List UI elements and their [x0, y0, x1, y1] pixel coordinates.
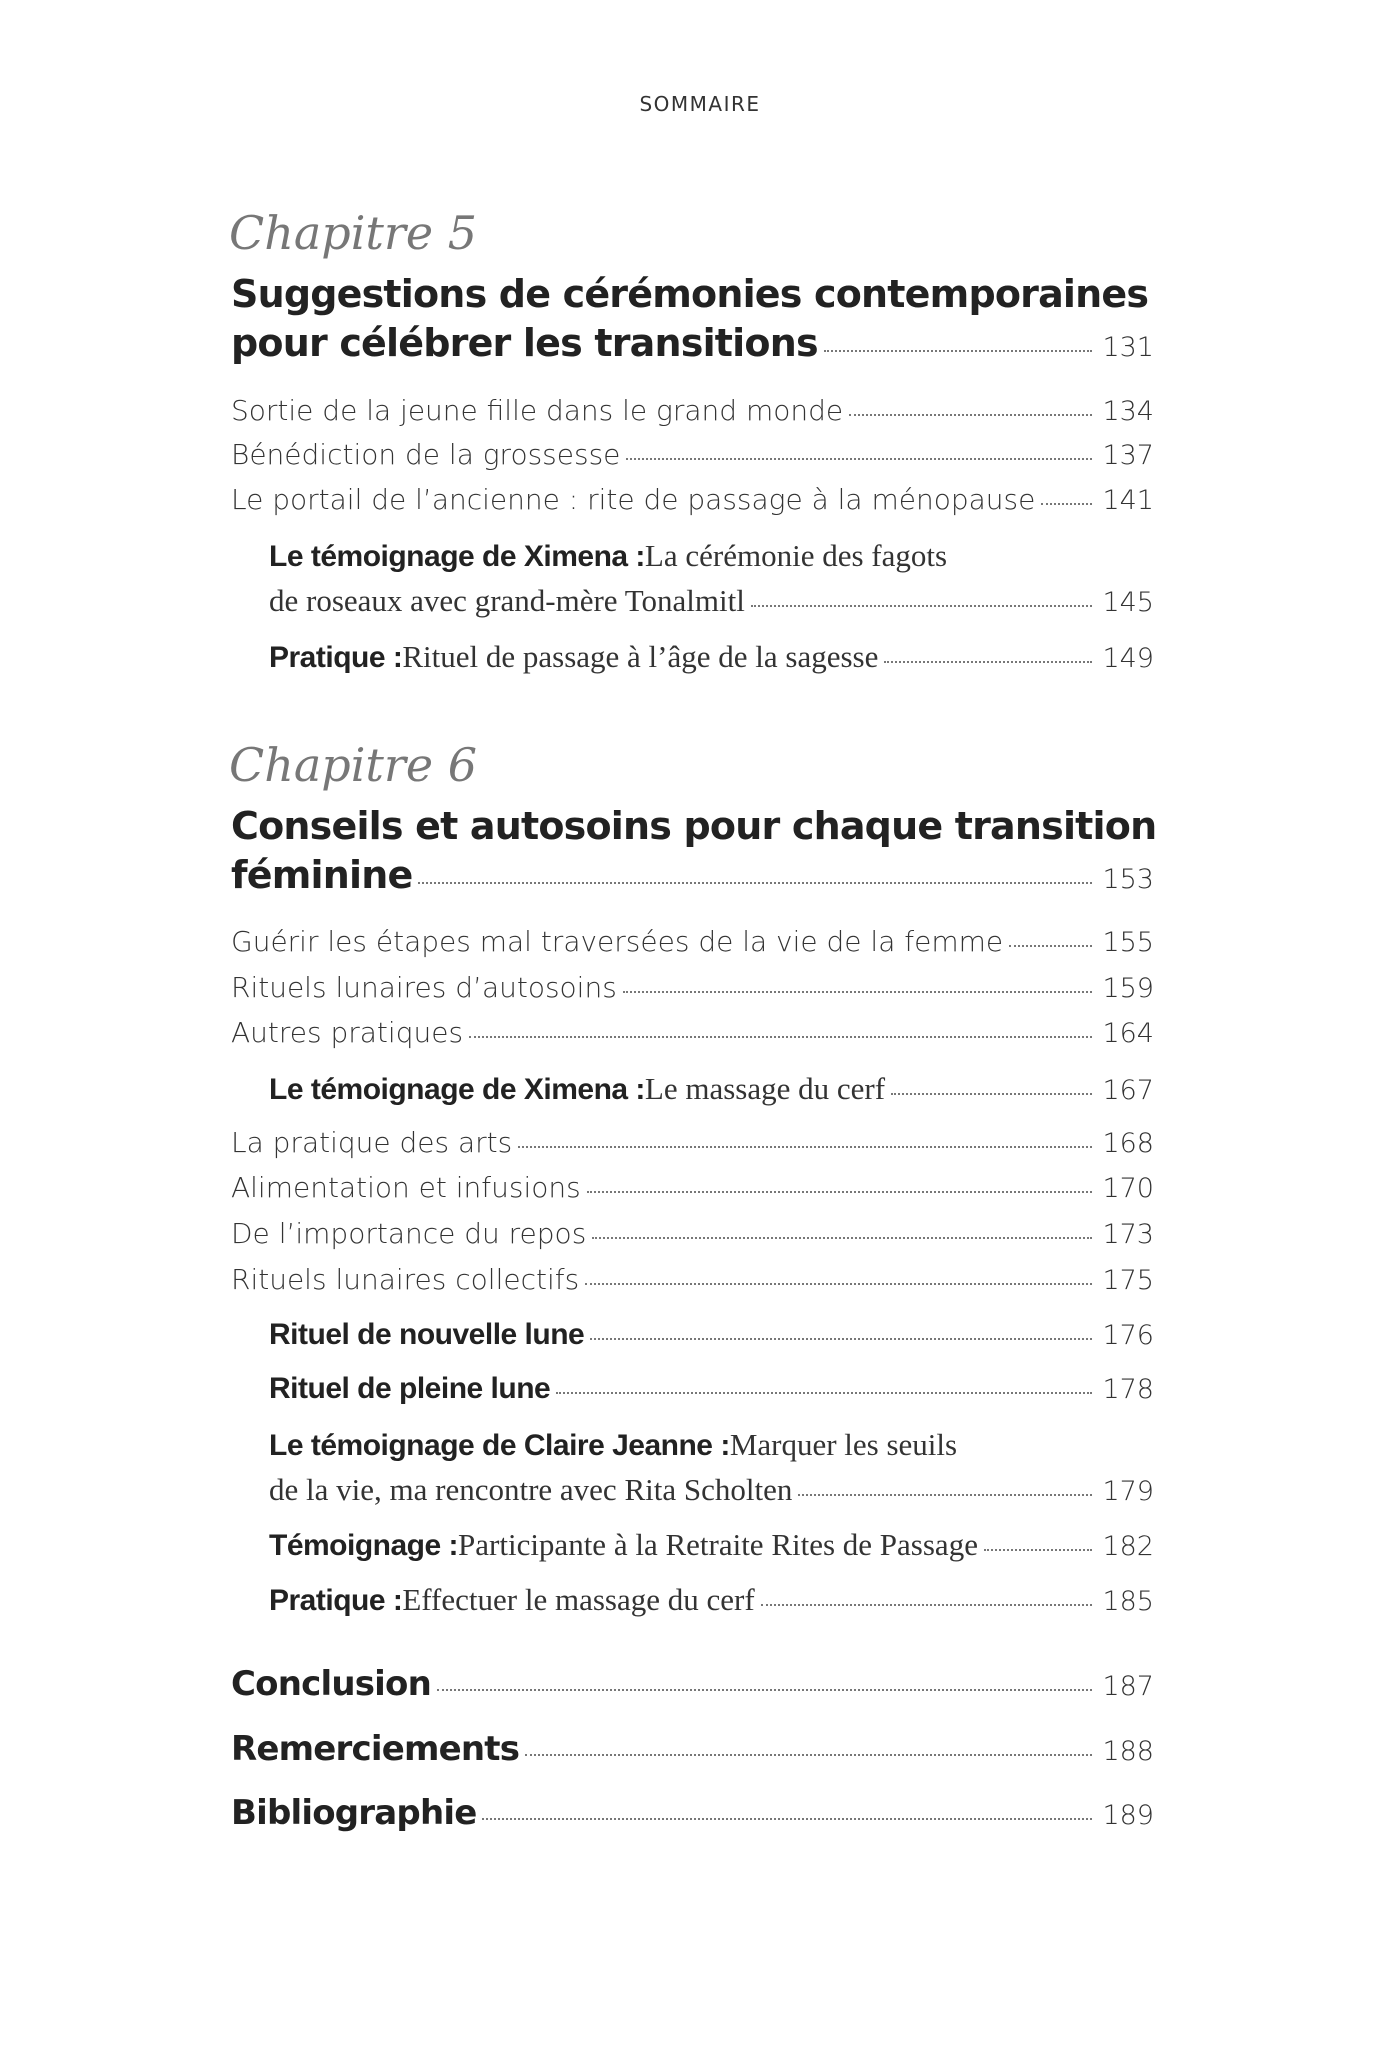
entry-title-continued: de la vie, ma rencontre avec Rita Scholten — [269, 1472, 793, 1507]
page-number: 187 — [1102, 1671, 1154, 1702]
entry-title: Alimentation et infusions — [231, 1171, 581, 1204]
entry-title: Le massage du cerf — [644, 1071, 886, 1106]
toc-entry — [231, 432, 1154, 478]
toc-entry — [269, 1066, 1154, 1112]
page-number: 176 — [1102, 1320, 1154, 1351]
page-number: 155 — [1102, 927, 1154, 958]
back-matter-title: Conclusion — [231, 1664, 431, 1704]
toc-entry — [269, 578, 1154, 624]
dot-leader — [1041, 503, 1092, 505]
dot-leader — [587, 1191, 1093, 1193]
entry-label: Rituel de nouvelle lune — [269, 1318, 585, 1351]
toc-entry — [269, 1422, 1154, 1468]
toc-entry — [231, 965, 1154, 1011]
back-matter-title: Remerciements — [231, 1729, 520, 1769]
toc-entry — [231, 849, 1154, 901]
toc-entry — [231, 919, 1154, 965]
entry-label: Pratique : — [269, 1584, 403, 1617]
page-number: 182 — [1102, 1531, 1154, 1562]
entry-title: Autres pratiques — [231, 1016, 464, 1049]
toc-entry — [269, 634, 1154, 680]
entry-title: Bénédiction de la grossesse — [231, 438, 621, 471]
page-number: 178 — [1102, 1374, 1154, 1405]
toc-entry — [231, 1120, 1154, 1166]
entry-title: La pratique des arts — [231, 1126, 513, 1159]
page-number: 167 — [1102, 1075, 1154, 1106]
entry-label: Le témoignage de Ximena : — [269, 540, 645, 573]
dot-leader — [984, 1549, 1093, 1551]
page-number: 134 — [1102, 396, 1154, 427]
chapter-title: Suggestions de cérémonies contemporaines — [231, 272, 1149, 316]
entry-label: Rituel de pleine lune — [269, 1372, 551, 1405]
toc-entry — [231, 317, 1154, 369]
toc-entry — [231, 1010, 1154, 1056]
dot-leader — [884, 661, 1092, 663]
toc-entry — [269, 1577, 1154, 1623]
entry-label: Le témoignage de Claire Jeanne : — [269, 1429, 730, 1462]
dot-leader — [751, 605, 1093, 607]
dot-leader — [592, 1237, 1092, 1239]
entry-title: Effectuer le massage du cerf — [402, 1582, 755, 1617]
dot-leader — [761, 1604, 1093, 1606]
chapter-label: Chapitre 5 — [229, 206, 477, 260]
entry-title: Le portail de l’ancienne : rite de passage à la ménopause — [231, 483, 1036, 516]
dot-leader — [849, 414, 1092, 416]
entry-title-continued: de roseaux avec grand-mère Tonalmitl — [269, 583, 745, 618]
page-number: 185 — [1102, 1586, 1154, 1617]
dot-leader — [891, 1093, 1092, 1095]
page-number: 189 — [1102, 1800, 1154, 1831]
toc-entry — [231, 1165, 1154, 1211]
page-number: 188 — [1102, 1736, 1154, 1767]
page-number: 137 — [1102, 440, 1154, 471]
entry-title: De l’importance du repos — [231, 1217, 587, 1250]
entry-title: Participante à la Retraite Rites de Passage — [458, 1527, 978, 1562]
toc-entry — [231, 1726, 1154, 1772]
entry-title: Rituels lunaires d’autosoins — [231, 971, 617, 1004]
page-number: 179 — [1102, 1476, 1154, 1507]
toc-entry — [269, 1467, 1154, 1513]
toc-entry — [231, 1790, 1154, 1836]
toc-entry — [269, 1366, 1154, 1412]
dot-leader — [525, 1754, 1092, 1756]
page-number: 149 — [1102, 643, 1154, 674]
toc-entry — [231, 1661, 1154, 1707]
back-matter-title: Bibliographie — [231, 1793, 477, 1833]
chapter-title: pour célébrer les transitions — [231, 321, 818, 365]
toc-entry — [231, 800, 1157, 852]
toc-entry — [269, 533, 1154, 579]
dot-leader — [518, 1146, 1092, 1148]
dot-leader — [590, 1338, 1092, 1340]
toc-entry — [231, 477, 1154, 523]
toc-entry — [231, 388, 1154, 434]
toc-entry — [231, 1257, 1154, 1303]
page-number: 141 — [1102, 485, 1154, 516]
entry-title: Guérir les étapes mal traversées de la vie de la femme — [231, 925, 1004, 958]
page-number: 170 — [1102, 1173, 1154, 1204]
page-number: 175 — [1102, 1265, 1154, 1296]
dot-leader — [1009, 945, 1092, 947]
page-number: 159 — [1102, 973, 1154, 1004]
dot-leader — [798, 1494, 1092, 1496]
dot-leader — [469, 1036, 1092, 1038]
entry-title: La cérémonie des fagots — [644, 538, 948, 573]
page-number: 153 — [1102, 864, 1154, 895]
entry-title: Rituels lunaires collectifs — [231, 1263, 580, 1296]
dot-leader — [623, 991, 1093, 993]
dot-leader — [585, 1283, 1092, 1285]
chapter-title: féminine — [231, 853, 413, 897]
dot-leader — [482, 1818, 1092, 1820]
toc-entry — [269, 1522, 1154, 1568]
toc-entry — [231, 1211, 1154, 1257]
entry-title: Sortie de la jeune fille dans le grand monde — [231, 394, 844, 427]
entry-label: Pratique : — [269, 641, 403, 674]
entry-label: Témoignage : — [269, 1529, 459, 1562]
dot-leader — [626, 458, 1092, 460]
page-number: 168 — [1102, 1128, 1154, 1159]
page-number: 145 — [1102, 587, 1154, 618]
dot-leader — [437, 1689, 1092, 1691]
toc-entry — [269, 1312, 1154, 1358]
chapter-label: Chapitre 6 — [229, 738, 477, 792]
entry-label: Le témoignage de Ximena : — [269, 1073, 645, 1106]
entry-title: Marquer les seuils — [729, 1427, 958, 1462]
page-number: 173 — [1102, 1219, 1154, 1250]
chapter-title: Conseils et autosoins pour chaque transition — [231, 804, 1157, 848]
toc-entry — [231, 268, 1154, 320]
page-number: 164 — [1102, 1018, 1154, 1049]
dot-leader — [824, 350, 1093, 352]
running-header: SOMMAIRE — [639, 92, 761, 116]
dot-leader — [556, 1392, 1092, 1394]
dot-leader — [418, 882, 1092, 884]
entry-title: Rituel de passage à l’âge de la sagesse — [402, 639, 879, 674]
page-number: 131 — [1102, 332, 1154, 363]
